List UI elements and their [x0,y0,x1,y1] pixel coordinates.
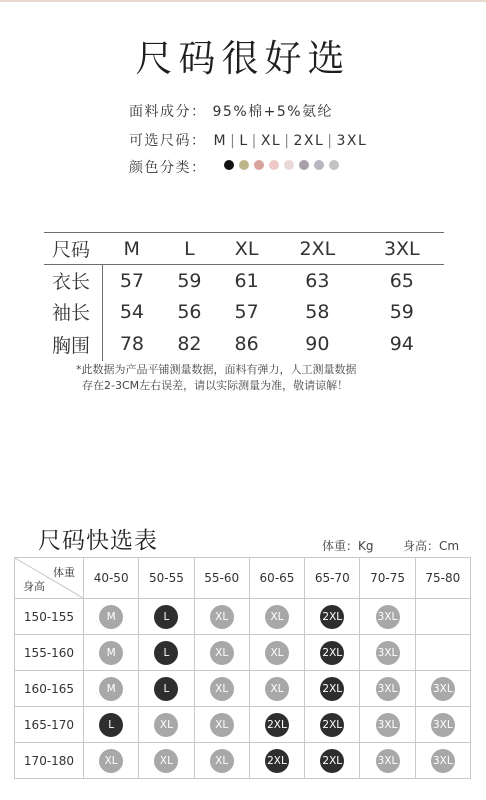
table-cell: 65 [389,269,414,292]
weight-range-header: 40-50 [84,558,139,599]
size-separator: | [327,133,334,149]
size-badge: 2XL [320,713,344,737]
table-cell: 57 [234,300,259,323]
size-badge: L [99,713,123,737]
table-cell: 78 [119,333,145,355]
quick-size-table [14,557,471,779]
size-badge: L [154,605,178,629]
fabric-value: 95%棉+5%氨纶 [212,104,334,120]
size-header: 2XL [275,233,359,265]
table-cell [249,743,304,779]
table-cell [194,707,249,743]
color-swatch[interactable] [254,160,264,170]
size-badge: 3XL [376,749,400,773]
height-range-label: 160-165 [15,671,84,707]
table-cell [84,671,139,707]
size-badge: XL [265,605,289,629]
table-cell: 61 [234,269,259,292]
table-cell [415,599,470,635]
size-badge: 3XL [376,713,400,737]
color-swatch[interactable] [284,160,294,170]
table-cell: 82 [177,333,202,355]
table-cell [139,671,194,707]
size-separator: | [251,133,258,149]
size-header: 3XL [360,233,444,265]
size-measurement-table [44,232,444,361]
size-badge: 3XL [431,749,455,773]
table-cell [194,635,249,671]
weight-range-header: 50-55 [139,558,194,599]
size-option: L [239,133,249,149]
height-unit: 身高：Cm [403,539,460,553]
color-swatch[interactable] [329,160,339,170]
table-cell [360,599,415,635]
table-cell: 59 [389,300,414,323]
size-badge: 3XL [431,677,455,701]
table-cell [360,743,415,779]
table-cell [84,599,139,635]
size-badge: 2XL [265,749,289,773]
table-corner [15,558,84,599]
size-option: 2XL [293,133,325,149]
table-cell [305,671,360,707]
colors-line [129,157,207,177]
size-badge: XL [210,677,234,701]
weight-range-header: 65-70 [305,558,360,599]
top-divider [0,0,486,2]
table-cell [194,599,249,635]
table-row [15,671,471,707]
size-badge: L [154,641,178,665]
height-range-label: 155-160 [15,635,84,671]
size-badge: 3XL [376,605,400,629]
color-swatch[interactable] [299,160,309,170]
size-option: 3XL [336,133,368,149]
size-badge: XL [154,749,178,773]
size-option: XL [260,133,282,149]
table-row [15,707,471,743]
table-cell: 59 [177,269,202,292]
color-swatch[interactable] [314,160,324,170]
size-badge: M [99,677,123,701]
table-cell [249,599,304,635]
size-badge: XL [265,677,289,701]
sizes-label: 可选尺码： [129,133,207,149]
table-cell [415,743,470,779]
size-badge: XL [154,713,178,737]
table-cell [249,707,304,743]
corner-height-label: 身高 [23,580,45,593]
size-badge: M [99,605,123,629]
size-header: L [161,233,218,265]
fabric-line [129,101,333,121]
weight-range-header: 55-60 [194,558,249,599]
size-badge: XL [210,749,234,773]
table-cell [305,635,360,671]
height-range-label: 165-170 [15,707,84,743]
size-badge: L [154,677,178,701]
row-label: 衣长 [44,265,103,297]
table-cell [194,671,249,707]
table-row [44,327,444,361]
table-cell: 54 [119,300,145,323]
table-cell: 94 [389,333,414,355]
size-badge: XL [99,749,123,773]
size-badge: 3XL [376,641,400,665]
row-label: 胸围 [44,327,103,361]
size-badge: 3XL [431,713,455,737]
table-row [44,265,444,297]
table-row [15,599,471,635]
size-badge: 2XL [320,641,344,665]
table-cell: 56 [177,300,202,323]
size-badge: XL [210,713,234,737]
table-cell [249,671,304,707]
weight-header-row [15,558,471,599]
table-cell [305,707,360,743]
size-header: XL [218,233,275,265]
table-cell [249,635,304,671]
quick-table-title: 尺码快选表 [38,528,158,554]
row-label: 袖长 [44,296,103,327]
table-cell: 58 [305,300,330,323]
page-title: 尺码很好选 [135,37,351,80]
table-cell [139,743,194,779]
table-cell [84,707,139,743]
color-swatches [224,160,339,170]
size-badge: XL [265,641,289,665]
size-table-corner: 尺码 [44,233,103,265]
table-cell [360,707,415,743]
size-separator: | [230,133,237,149]
size-badge: 2XL [265,713,289,737]
weight-range-header: 60-65 [249,558,304,599]
size-option: M [213,133,228,149]
colors-label: 颜色分类： [129,160,207,176]
size-badge: 2XL [320,749,344,773]
table-cell [415,707,470,743]
table-cell [360,635,415,671]
table-cell [194,743,249,779]
table-cell: 86 [234,333,259,355]
measurement-note-line1: *此数据为产品平铺测量数据，面料有弹力，人工测量数据 [76,363,357,376]
table-cell [139,599,194,635]
size-table-header [44,233,444,265]
color-swatch[interactable] [224,160,234,170]
size-badge: XL [210,605,234,629]
measurement-note-line2: 存在2-3CM左右误差，请以实际测量为准，敬请谅解！ [82,379,349,392]
size-badge: XL [210,641,234,665]
fabric-label: 面料成分： [129,104,207,120]
table-cell [415,635,470,671]
size-badge: M [99,641,123,665]
table-cell [305,743,360,779]
sizes-line [129,130,370,150]
size-header: M [103,233,161,265]
color-swatch[interactable] [269,160,279,170]
table-cell: 57 [119,269,145,292]
table-row [15,743,471,779]
size-badge: 3XL [376,677,400,701]
table-cell [415,671,470,707]
height-range-label: 150-155 [15,599,84,635]
corner-weight-label: 体重 [53,566,75,579]
size-badge: 2XL [320,677,344,701]
table-cell [139,635,194,671]
height-range-label: 170-180 [15,743,84,779]
table-cell [360,671,415,707]
table-cell: 90 [305,333,330,355]
color-swatch[interactable] [239,160,249,170]
weight-unit: 体重：Kg [322,539,374,553]
table-cell: 63 [305,269,330,292]
table-row [15,635,471,671]
table-cell [84,635,139,671]
table-cell [139,707,194,743]
table-cell [84,743,139,779]
weight-range-header: 70-75 [360,558,415,599]
size-badge: 2XL [320,605,344,629]
table-cell [305,599,360,635]
size-separator: | [284,133,291,149]
table-row [44,296,444,327]
weight-range-header: 75-80 [415,558,470,599]
